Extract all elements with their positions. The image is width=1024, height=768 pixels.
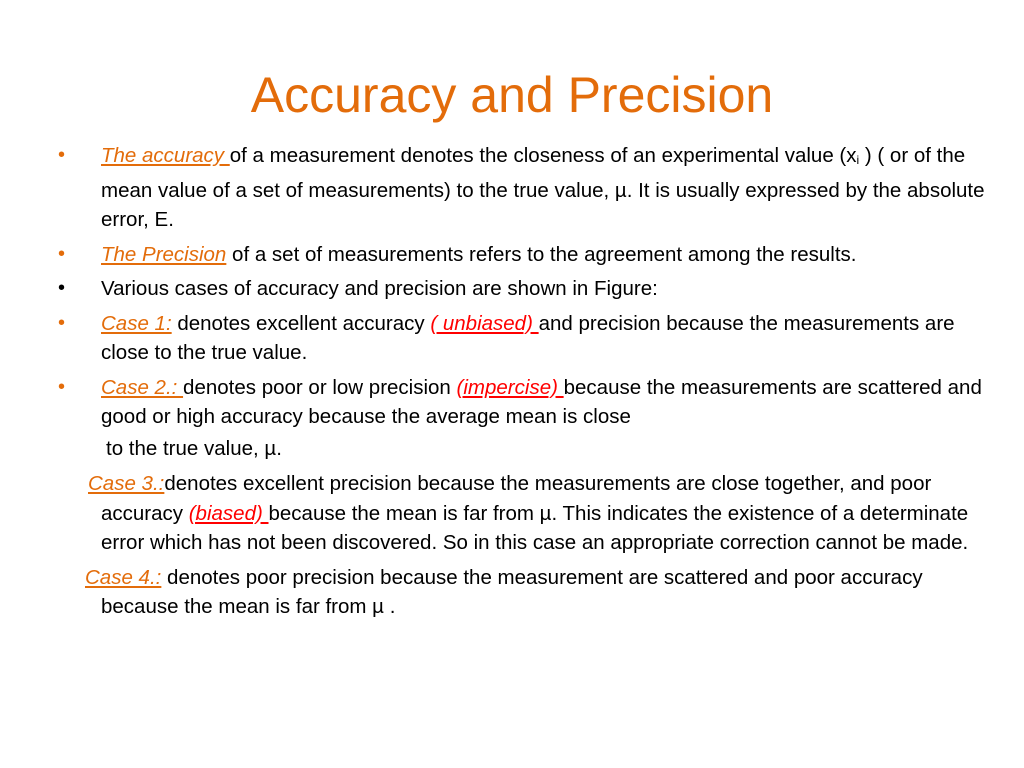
term-precision: The Precision (101, 242, 227, 266)
term-accuracy: The accuracy (101, 144, 230, 167)
bullet-item-case-1 (56, 309, 986, 368)
subscript-i: i (856, 153, 860, 167)
term-case-4: Case 4.: (85, 565, 162, 589)
case-1-text-b: and precision because the measurements are close to the true value. (101, 311, 955, 364)
slide-content (56, 141, 986, 627)
bullet-item-various-cases (56, 274, 986, 304)
case-3-text-a: denotes excellent precision because the measurements are close together, and poor accuracy (101, 472, 932, 525)
bullet-item-precision (56, 240, 986, 270)
case-4-text: denotes poor precision because the measurement are scattered and poor accuracy because the mean is far from µ . (101, 565, 923, 618)
bullet-icon: • (58, 242, 66, 265)
case-1-text-a: denotes excellent accuracy (171, 311, 431, 335)
case-4-paragraph (56, 563, 986, 622)
accuracy-text-a: of a measurement denotes the closeness of an experimental value (x (229, 144, 857, 167)
case-3-paragraph (56, 469, 986, 558)
bullet-icon: • (58, 375, 66, 398)
bullet-item-case-2 (56, 373, 986, 432)
tag-impercise: (impercise) (456, 375, 564, 399)
term-case-3: Case 3.: (88, 472, 165, 495)
case-2-text-b: because the measurements are scattered and good or high accuracy because the average mean is close (101, 375, 982, 428)
bullet-icon: • (58, 311, 66, 334)
term-case-2: Case 2.: (101, 375, 184, 399)
precision-text: of a set of measurements refers to the agreement among the results. (226, 242, 857, 266)
slide-title: Accuracy and Precision (250, 67, 774, 123)
case-2-continuation-text: to the true value, µ. (106, 436, 282, 460)
case-2-text-a: denotes poor or low precision (183, 375, 457, 399)
tag-biased: (biased) (188, 501, 269, 525)
various-cases-text: Various cases of accuracy and precision are shown in Figure: (101, 277, 658, 300)
case-2-continuation (56, 434, 986, 464)
term-case-1: Case 1: (101, 311, 172, 335)
bullet-item-accuracy (56, 141, 986, 235)
bullet-icon: • (58, 144, 66, 166)
case-3-text-b: because the mean is far from µ. This indicates the existence of a determinate error which has not been discovered. So in this case an appropriate correction cannot be made. (101, 501, 969, 554)
tag-unbiased: ( unbiased) (430, 311, 539, 335)
bullet-icon: • (58, 277, 66, 299)
accuracy-text-b: ) ( or of the mean value of a set of measurements) to the true value, µ. It is usually expressed by the absolute error, E. (101, 144, 985, 231)
